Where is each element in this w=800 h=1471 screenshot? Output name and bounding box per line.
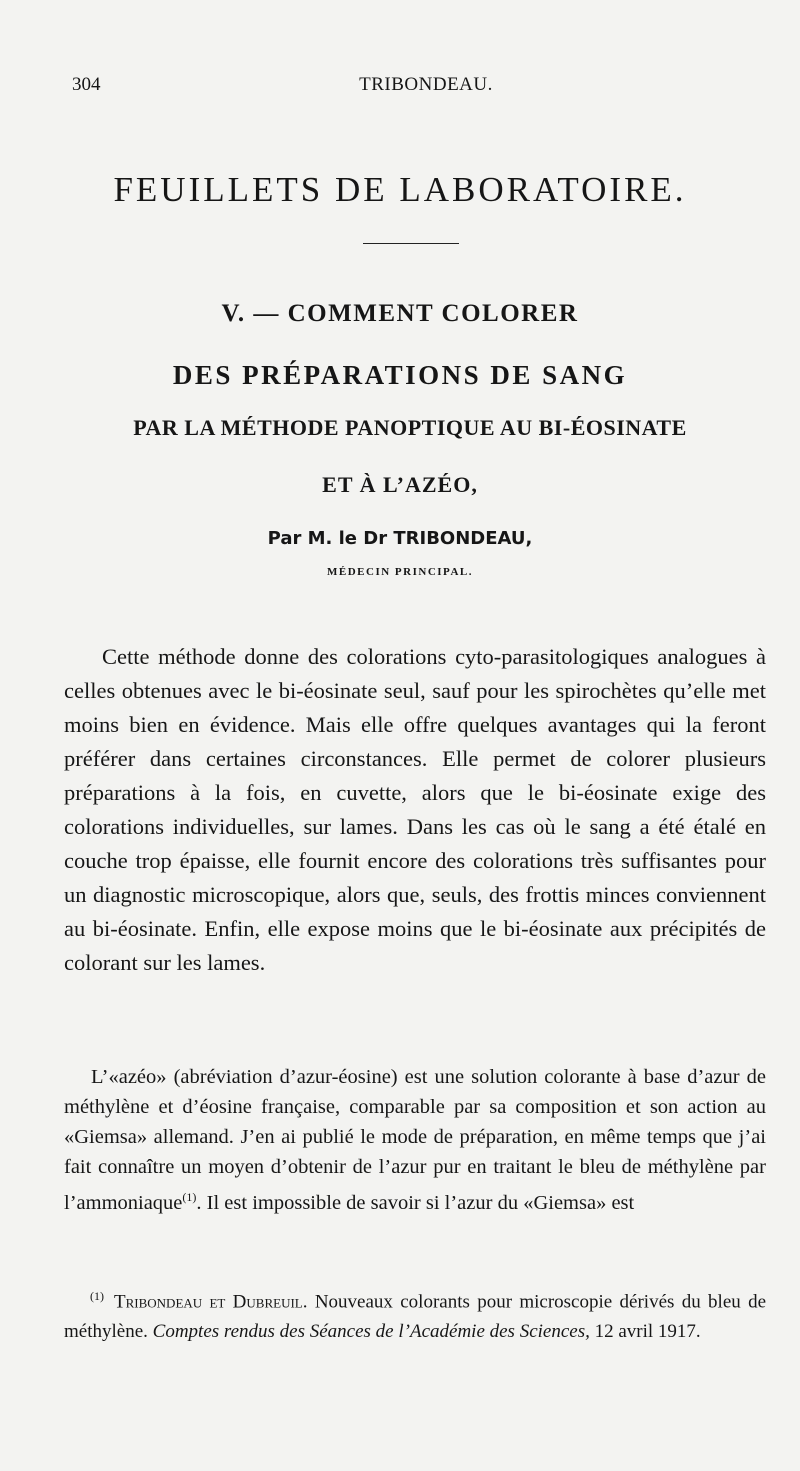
article-title-line-2: DES PRÉPARATIONS DE SANG <box>172 360 628 390</box>
running-title: TRIBONDEAU. <box>359 74 493 95</box>
divider-rule <box>363 243 459 244</box>
footnote-journal: Comptes rendus des Séances de l’Académie des Sciences, <box>152 1321 590 1343</box>
paragraph-2-text: L’«azéo» (abréviation d’azur-éosine) est une solution colorante à base d’azur de méthylène et d’éosine française, comparable par sa composition et son action au «Giemsa» allemand. J’en ai publié le mode de préparation, en même temps que j’ai fait connaître un moyen d’obtenir de l’azur pur en traitant le bleu de méthylène par l’ammoniaque <box>64 1065 766 1214</box>
article-title-line-4: ET À L’AZÉO, <box>322 472 478 497</box>
paragraph-1: Cette méthode donne des colorations cyto-parasitologiques analogues à celles obtenues avec le bi-éosinate seul, sauf pour les spirochètes qu’elle met moins bien en évidence. Mais elle offre quelques avantages qui la feront préférer dans certaines circonstances. Elle permet de colorer plusieurs préparations à la fois, en cuvette, alors que le bi-éosinate exige des colorations individuelles, sur lames. Dans les cas où le sang a été étalé en couche trop épaisse, elle fournit encore des colorations très suffisantes pour un diagnostic microscopique, alors que, seuls, des frottis minces conviennent au bi-éosinate. Enfin, elle expose moins que le bi-éosinate aux précipités de colorant sur les lames. <box>64 643 766 975</box>
footnote-reference: (1) <box>182 1189 197 1204</box>
page-number: 304 <box>72 74 101 95</box>
running-header <box>72 74 740 102</box>
article-title-line-3: PAR LA MÉTHODE PANOPTIQUE AU BI-ÉOSINATE <box>133 415 687 440</box>
author-line: Par M. le Dr TRIBONDEAU, <box>267 528 533 549</box>
footnote-number: (1) <box>90 1289 104 1303</box>
footnote-authors: Tribondeau et Dubreuil. <box>114 1291 308 1313</box>
article-title-line-1: V. — COMMENT COLORER <box>221 300 579 327</box>
section-title: FEUILLETS DE LABORATOIRE. <box>113 170 687 209</box>
footnote-date: 12 avril 1917. <box>589 1321 701 1343</box>
author-affiliation: MÉDECIN PRINCIPAL. <box>327 566 473 578</box>
footnote-text: Nouveaux colorants pour microscopie dérivés du bleu de méthylène. <box>64 1291 767 1343</box>
footnote <box>64 1281 766 1347</box>
paragraph-2-continuation: . Il est impossible de savoir si l’azur du «Giemsa» est <box>196 1191 635 1214</box>
paragraph-2 <box>64 1062 766 1218</box>
